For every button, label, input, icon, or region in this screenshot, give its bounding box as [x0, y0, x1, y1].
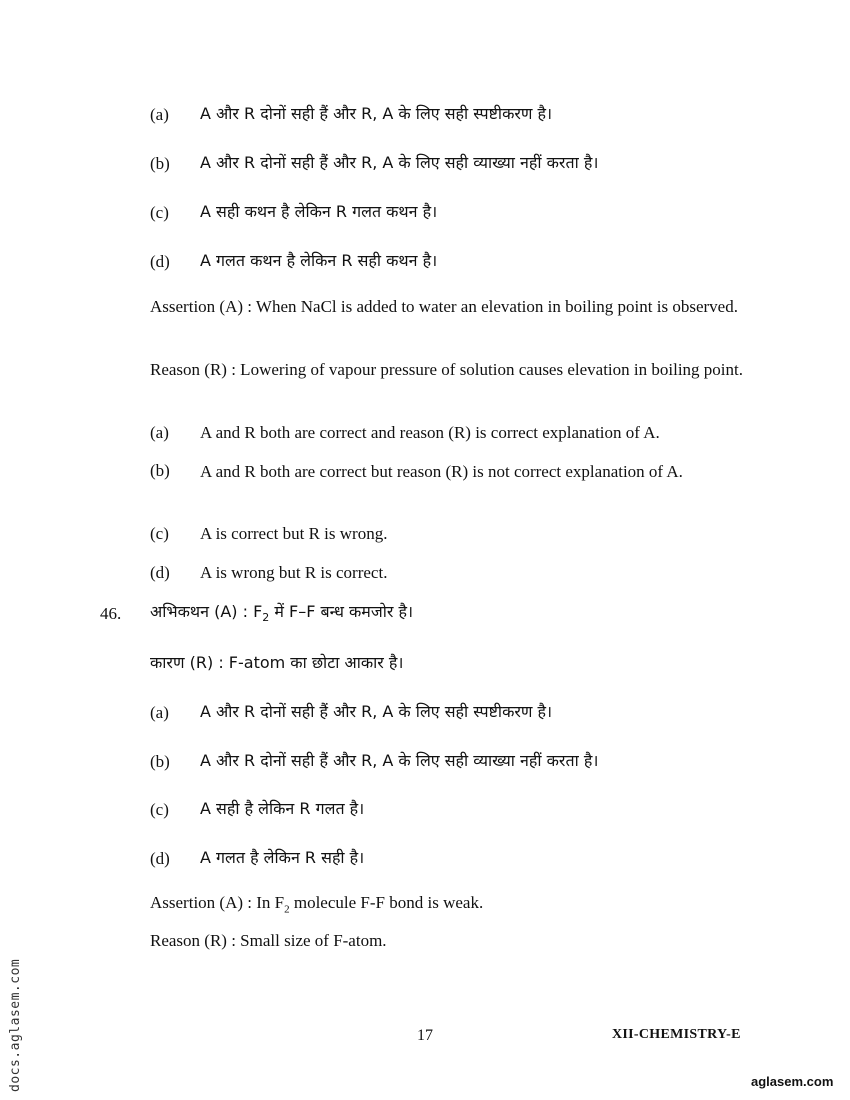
option-letter: (a) — [150, 105, 169, 124]
assertion-english — [150, 893, 483, 919]
option-letter: (b) — [150, 752, 170, 771]
paper-code: XII-CHEMISTRY-E — [612, 1027, 741, 1042]
option-letter: (d) — [150, 563, 170, 582]
assertion-hindi-suffix: में F–F बन्ध कमजोर है। — [269, 602, 414, 621]
option-text: A सही कथन है लेकिन R गलत कथन है। — [200, 202, 438, 221]
option-text: A और R दोनों सही हैं और R, A के लिए सही व्याख्या नहीं करता है। — [200, 751, 599, 770]
page-number: 17 — [417, 1027, 433, 1044]
option-text: A सही है लेकिन R गलत है। — [200, 799, 365, 818]
reason-english: Reason (R) : Small size of F-atom. — [150, 931, 387, 950]
assertion-english: Assertion (A) : When NaCl is added to water an elevation in boiling point is observed. — [150, 297, 738, 316]
option-text: A गलत कथन है लेकिन R सही कथन है। — [200, 251, 438, 270]
option-text: A and R both are correct but reason (R) is not correct explanation of A. — [200, 462, 683, 481]
reason-english: Reason (R) : Lowering of vapour pressure of solution causes elevation in boiling point. — [150, 360, 743, 379]
option-text: A और R दोनों सही हैं और R, A के लिए सही व्याख्या नहीं करता है। — [200, 153, 599, 172]
assertion-hindi-prefix: अभिकथन (A) : F — [150, 602, 263, 621]
option-letter: (b) — [150, 461, 170, 480]
option-letter: (b) — [150, 154, 170, 173]
option-letter: (c) — [150, 203, 169, 222]
assertion-english-suffix: molecule F-F bond is weak. — [289, 893, 484, 912]
assertion-english-prefix: Assertion (A) : In F — [150, 893, 285, 912]
option-text: A is correct but R is wrong. — [200, 524, 388, 543]
reason-hindi: कारण (R) : F-atom का छोटा आकार है। — [150, 653, 404, 672]
assertion-english-subscript: 2 — [284, 903, 290, 916]
option-text: A और R दोनों सही हैं और R, A के लिए सही स्पष्टीकरण है। — [200, 702, 553, 721]
option-text: A and R both are correct and reason (R) is correct explanation of A. — [200, 423, 660, 442]
option-text: A गलत है लेकिन R सही है। — [200, 848, 365, 867]
option-letter: (d) — [150, 849, 170, 868]
option-letter: (c) — [150, 800, 169, 819]
option-letter: (a) — [150, 423, 169, 442]
brand-link[interactable]: aglasem.com — [751, 1074, 834, 1089]
option-letter: (d) — [150, 252, 170, 271]
option-letter: (c) — [150, 524, 169, 543]
assertion-hindi-subscript: 2 — [262, 611, 270, 625]
question-number: 46. — [100, 604, 122, 623]
option-text: A is wrong but R is correct. — [200, 563, 388, 582]
option-letter: (a) — [150, 703, 169, 722]
option-text: A और R दोनों सही हैं और R, A के लिए सही स्पष्टीकरण है। — [200, 104, 553, 123]
assertion-hindi — [150, 602, 413, 628]
side-watermark: docs.aglasem.com — [8, 958, 23, 1092]
